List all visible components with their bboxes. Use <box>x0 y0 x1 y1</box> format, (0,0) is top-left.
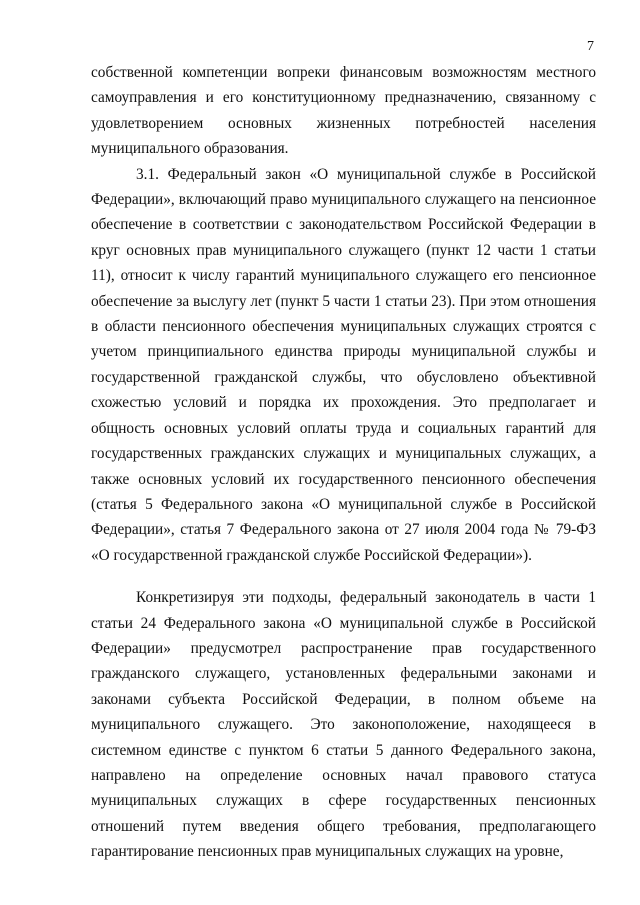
paragraph-concretizing: Конкретизируя эти подходы, федеральный законодатель в части 1 статьи 24 Федерального закона «О муниципальной службе в Российской Федерации» предусмотрел распространение прав государственного гражданского служащего, установленных федеральными законами и законами субъекта Российской Федерации, в полном объеме на муниципального служащего. Это законоположение, находящееся в системном единстве с пунктом 6 статьи 5 данного Федерального закона, направлено на определение основных начал правового статуса муниципальных служащих в сфере государственных пенсионных отношений путем введения общего требования, предполагающего гарантирование пенсионных прав муниципальных служащих на уровне, <box>91 589 596 861</box>
paragraph-section-3-1: 3.1. Федеральный закон «О муниципальной службе в Российской Федерации», включающий право муниципального служащего на пенсионное обеспечение в соответствии с законодательством Российской Федерации в круг основных прав муниципального служащего (пункт 12 части 1 статьи 11), относит к числу гарантий муниципального служащего его пенсионное обеспечение за выслугу лет (пункт 5 части 1 статьи 23). При этом отношения в области пенсионного обеспечения муниципальных служащих строятся с учетом принципиального единства природы муниципальной службы и государственной гражданской службы, что обусловлено объективной схожестью условий и порядка их прохождения. Это предполагает и общность основных условий оплаты труда и социальных гарантий для государственных гражданских служащих и муниципальных служащих, а также основных условий их государственного пенсионного обеспечения (статья 5 Федерального закона «О муниципальной службе в Российской Федерации», статья 7 Федерального закона от 27 июля 2004 года № 79-ФЗ «О государственной гражданской службе Российской Федерации»). <box>91 165 596 564</box>
paragraph-spacer <box>91 568 596 585</box>
document-body <box>91 60 596 865</box>
paragraph-continuation: собственной компетенции вопреки финансовым возможностям местного самоуправления и его конституционному предназначению, связанному с удовлетворением основных жизненных потребностей населения муниципального образования. <box>91 64 596 158</box>
page-number: 7 <box>587 39 594 54</box>
